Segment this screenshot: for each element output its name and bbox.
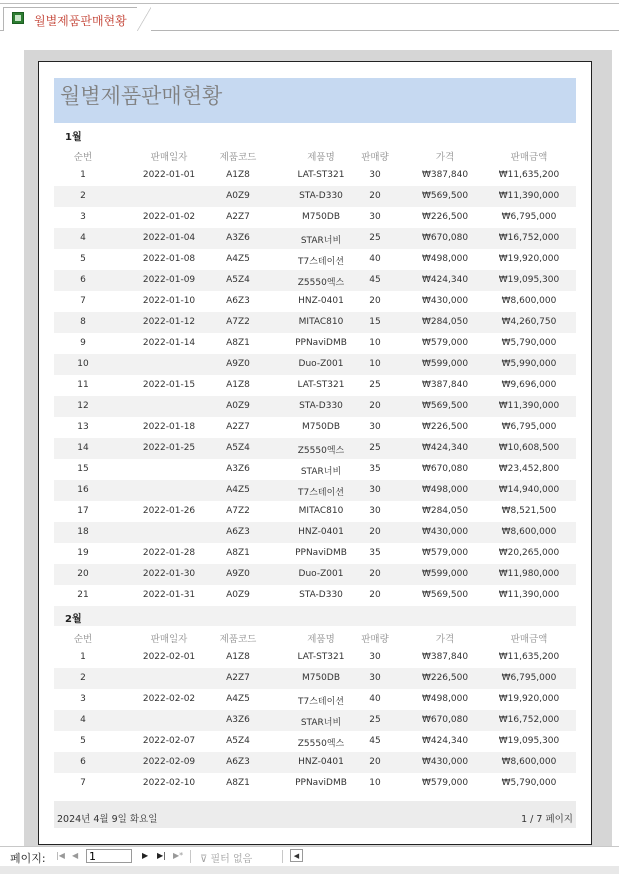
cell-product: STA-D330 — [299, 401, 343, 411]
cell-date: 2022-01-14 — [142, 338, 196, 348]
cell-amount: ₩5,790,000 — [501, 778, 557, 788]
page-navigation-bar — [0, 846, 619, 867]
cell-amount: ₩11,980,000 — [498, 569, 560, 579]
column-header-product: 제품명 — [307, 634, 335, 645]
cell-qty: 20 — [369, 527, 381, 537]
cell-amount: ₩16,752,000 — [498, 715, 560, 725]
table-row — [54, 501, 576, 522]
cell-qty: 35 — [369, 548, 381, 558]
cell-code: A3Z6 — [226, 715, 250, 725]
cell-price: ₩226,500 — [421, 673, 469, 683]
cell-product: HNZ-0401 — [298, 757, 344, 767]
cell-amount: ₩8,600,000 — [501, 757, 557, 767]
cell-amount: ₩6,795,000 — [501, 673, 557, 683]
cell-seq: 7 — [80, 296, 86, 306]
page-label: 페이지: — [10, 852, 46, 865]
cell-seq: 7 — [80, 778, 86, 788]
cell-amount: ₩23,452,800 — [498, 464, 560, 474]
cell-date: 2022-01-04 — [142, 233, 196, 243]
cell-amount: ₩11,635,200 — [498, 652, 560, 662]
cell-qty: 20 — [369, 401, 381, 411]
cell-price: ₩569,500 — [421, 191, 469, 201]
cell-seq: 18 — [77, 527, 89, 537]
cell-seq: 14 — [77, 443, 89, 453]
cell-product: STAR너비 — [300, 467, 342, 477]
cell-product: Z5550엑스 — [297, 278, 345, 288]
cell-qty: 45 — [369, 736, 381, 746]
cell-seq: 10 — [77, 359, 89, 369]
cell-date: 2022-01-02 — [142, 212, 196, 222]
table-row — [54, 668, 576, 689]
table-row — [54, 689, 576, 710]
cell-product: MITAC810 — [298, 317, 344, 327]
cell-product: T7스테이션 — [298, 697, 344, 707]
cell-seq: 17 — [77, 506, 89, 516]
page-number-input[interactable]: 1 — [86, 849, 132, 863]
cell-amount: ₩19,095,300 — [498, 736, 560, 746]
cell-seq: 11 — [77, 380, 89, 390]
table-row — [54, 773, 576, 794]
filter-icon: ⊽ — [200, 854, 211, 865]
table-row — [54, 333, 576, 354]
cell-seq: 1 — [80, 652, 86, 662]
cell-qty: 20 — [369, 569, 381, 579]
cell-qty: 40 — [369, 694, 381, 704]
cell-product: PPNaviDMB — [295, 338, 347, 348]
cell-price: ₩670,080 — [421, 715, 469, 725]
cell-price: ₩569,500 — [421, 590, 469, 600]
cell-qty: 20 — [369, 191, 381, 201]
cell-date: 2022-01-10 — [142, 296, 196, 306]
cell-product: STA-D330 — [299, 191, 343, 201]
table-row — [54, 186, 576, 207]
cell-product: HNZ-0401 — [298, 296, 344, 306]
column-header-price: 가격 — [435, 634, 455, 645]
cell-price: ₩424,340 — [421, 443, 469, 453]
column-header-seq: 순번 — [73, 152, 93, 163]
cell-code: A6Z3 — [226, 296, 250, 306]
cell-seq: 4 — [80, 233, 86, 243]
cell-price: ₩430,000 — [421, 296, 469, 306]
cell-date: 2022-01-18 — [142, 422, 196, 432]
cell-product: LAT-ST321 — [297, 170, 345, 180]
cell-qty: 10 — [369, 778, 381, 788]
divider — [282, 850, 283, 863]
table-row — [54, 228, 576, 249]
filter-label: 필터 없음 — [210, 854, 253, 865]
table-row — [54, 480, 576, 501]
cell-qty: 30 — [369, 506, 381, 516]
cell-code: A8Z1 — [226, 548, 250, 558]
cell-qty: 20 — [369, 757, 381, 767]
cell-code: A0Z9 — [226, 401, 250, 411]
table-row — [54, 354, 576, 375]
cell-product: T7스테이션 — [298, 488, 344, 498]
next-page-icon[interactable]: ▶ — [142, 851, 149, 860]
first-page-icon[interactable]: |◀ — [56, 851, 65, 860]
cell-price: ₩226,500 — [421, 422, 469, 432]
column-header-amount: 판매금액 — [510, 634, 548, 645]
cell-amount: ₩8,521,500 — [501, 506, 557, 516]
cell-product: STAR너비 — [300, 236, 342, 246]
cell-qty: 45 — [369, 275, 381, 285]
cell-amount: ₩4,260,750 — [501, 317, 557, 327]
group-month-label: 2월 — [65, 614, 82, 625]
cell-seq: 16 — [77, 485, 89, 495]
column-header-qty: 판매량 — [361, 152, 389, 163]
cell-qty: 30 — [369, 422, 381, 432]
footer-date: 2024년 4월 9일 화요일 — [57, 814, 158, 825]
cell-amount: ₩19,920,000 — [498, 254, 560, 264]
group-header-band — [54, 606, 576, 626]
report-icon — [12, 12, 24, 24]
cell-code: A0Z9 — [226, 590, 250, 600]
table-row — [54, 647, 576, 668]
cell-amount: ₩11,390,000 — [498, 590, 560, 600]
cell-code: A6Z3 — [226, 527, 250, 537]
cell-amount: ₩5,790,000 — [501, 338, 557, 348]
cell-product: Duo-Z001 — [298, 359, 344, 369]
cell-product: STA-D330 — [299, 590, 343, 600]
column-header-product: 제품명 — [307, 152, 335, 163]
column-header-price: 가격 — [435, 152, 455, 163]
cell-price: ₩579,000 — [421, 548, 469, 558]
cell-price: ₩498,000 — [421, 694, 469, 704]
cell-amount: ₩6,795,000 — [501, 422, 557, 432]
cell-product: M750DB — [301, 212, 341, 222]
cell-amount: ₩9,696,000 — [501, 380, 557, 390]
cell-price: ₩599,000 — [421, 359, 469, 369]
cell-product: STAR너비 — [300, 718, 342, 728]
cell-qty: 25 — [369, 715, 381, 725]
cell-price: ₩430,000 — [421, 527, 469, 537]
cell-seq: 12 — [77, 401, 89, 411]
cell-code: A1Z8 — [226, 652, 250, 662]
cell-product: Z5550엑스 — [297, 739, 345, 749]
new-record-icon[interactable]: ▶* — [173, 851, 184, 860]
cell-date: 2022-02-10 — [142, 778, 196, 788]
cell-code: A7Z2 — [226, 506, 250, 516]
last-page-icon[interactable]: ▶| — [157, 851, 166, 860]
cell-seq: 9 — [80, 338, 86, 348]
cell-code: A5Z4 — [226, 443, 250, 453]
cell-seq: 2 — [80, 191, 86, 201]
cell-amount: ₩10,608,500 — [498, 443, 560, 453]
table-row — [54, 459, 576, 480]
cell-seq: 13 — [77, 422, 89, 432]
cell-date: 2022-01-12 — [142, 317, 196, 327]
table-row — [54, 207, 576, 228]
column-header-code: 제품코드 — [219, 634, 257, 645]
filter-status[interactable] — [200, 850, 252, 865]
table-row — [54, 291, 576, 312]
column-header-date: 판매일자 — [150, 634, 188, 645]
cell-product: HNZ-0401 — [298, 527, 344, 537]
cell-amount: ₩16,752,000 — [498, 233, 560, 243]
report-tab[interactable] — [3, 7, 139, 31]
cell-date: 2022-02-07 — [142, 736, 196, 746]
cell-amount: ₩14,940,000 — [498, 485, 560, 495]
cell-qty: 40 — [369, 254, 381, 264]
cell-seq: 3 — [80, 212, 86, 222]
column-header-date: 판매일자 — [150, 152, 188, 163]
cell-code: A2Z7 — [226, 212, 250, 222]
cell-price: ₩579,000 — [421, 338, 469, 348]
cell-amount: ₩20,265,000 — [498, 548, 560, 558]
cell-amount: ₩11,390,000 — [498, 191, 560, 201]
table-row — [54, 270, 576, 291]
cell-qty: 30 — [369, 485, 381, 495]
cell-qty: 25 — [369, 233, 381, 243]
cell-product: LAT-ST321 — [297, 652, 345, 662]
cell-product: M750DB — [301, 422, 341, 432]
cell-code: A8Z1 — [226, 778, 250, 788]
cell-qty: 10 — [369, 338, 381, 348]
cell-qty: 15 — [369, 317, 381, 327]
cell-seq: 1 — [80, 170, 86, 180]
cell-amount: ₩11,635,200 — [498, 170, 560, 180]
cell-date: 2022-02-02 — [142, 694, 196, 704]
cell-qty: 30 — [369, 170, 381, 180]
cell-code: A6Z3 — [226, 757, 250, 767]
cell-product: PPNaviDMB — [295, 548, 347, 558]
document-tab-bar — [0, 4, 619, 31]
cell-seq: 20 — [77, 569, 89, 579]
group-month-label: 1월 — [65, 132, 82, 143]
cell-product: LAT-ST321 — [297, 380, 345, 390]
cell-seq: 3 — [80, 694, 86, 704]
prev-page-icon[interactable]: ◀ — [72, 851, 79, 860]
cell-code: A7Z2 — [226, 317, 250, 327]
cell-date: 2022-02-01 — [142, 652, 196, 662]
cell-seq: 6 — [80, 275, 86, 285]
cell-qty: 30 — [369, 673, 381, 683]
cell-price: ₩498,000 — [421, 485, 469, 495]
cell-price: ₩569,500 — [421, 401, 469, 411]
cell-date: 2022-02-09 — [142, 757, 196, 767]
cell-qty: 20 — [369, 296, 381, 306]
cell-product: PPNaviDMB — [295, 778, 347, 788]
cell-qty: 35 — [369, 464, 381, 474]
column-header-row — [54, 626, 576, 647]
table-row — [54, 752, 576, 773]
report-tab-label: 월별제품판매현황 — [34, 14, 127, 28]
cell-qty: 20 — [369, 590, 381, 600]
cell-seq: 21 — [77, 590, 89, 600]
table-row — [54, 249, 576, 270]
cell-code: A9Z0 — [226, 569, 250, 579]
cell-code: A2Z7 — [226, 673, 250, 683]
cell-price: ₩430,000 — [421, 757, 469, 767]
cell-code: A5Z4 — [226, 275, 250, 285]
status-bar — [0, 866, 619, 874]
tab-edge — [137, 7, 151, 31]
cell-code: A4Z5 — [226, 485, 250, 495]
table-row — [54, 438, 576, 459]
cell-product: MITAC810 — [298, 506, 344, 516]
cell-amount: ₩5,990,000 — [501, 359, 557, 369]
table-row — [54, 522, 576, 543]
table-row — [54, 396, 576, 417]
cell-date: 2022-01-01 — [142, 170, 196, 180]
cell-date: 2022-01-31 — [142, 590, 196, 600]
cell-seq: 5 — [80, 254, 86, 264]
report-title: 월별제품판매현황 — [60, 84, 223, 108]
cell-date: 2022-01-25 — [142, 443, 196, 453]
cell-date: 2022-01-30 — [142, 569, 196, 579]
cell-price: ₩599,000 — [421, 569, 469, 579]
cell-seq: 2 — [80, 673, 86, 683]
scroll-left-icon[interactable]: ◀ — [290, 849, 303, 862]
cell-price: ₩387,840 — [421, 380, 469, 390]
cell-code: A4Z5 — [226, 254, 250, 264]
footer-page-number: 1 / 7 페이지 — [521, 814, 573, 825]
cell-qty: 25 — [369, 380, 381, 390]
cell-product: T7스테이션 — [298, 257, 344, 267]
table-row — [54, 585, 576, 606]
cell-price: ₩424,340 — [421, 275, 469, 285]
table-row — [54, 375, 576, 396]
cell-code: A1Z8 — [226, 380, 250, 390]
column-header-amount: 판매금액 — [510, 152, 548, 163]
cell-date: 2022-01-09 — [142, 275, 196, 285]
cell-seq: 6 — [80, 757, 86, 767]
cell-code: A2Z7 — [226, 422, 250, 432]
cell-qty: 30 — [369, 652, 381, 662]
column-header-row — [54, 144, 576, 165]
cell-product: M750DB — [301, 673, 341, 683]
cell-qty: 25 — [369, 443, 381, 453]
cell-price: ₩387,840 — [421, 652, 469, 662]
cell-product: Duo-Z001 — [298, 569, 344, 579]
cell-price: ₩670,080 — [421, 233, 469, 243]
table-row — [54, 710, 576, 731]
column-header-code: 제품코드 — [219, 152, 257, 163]
table-row — [54, 564, 576, 585]
cell-date: 2022-01-28 — [142, 548, 196, 558]
cell-qty: 10 — [369, 359, 381, 369]
table-row — [54, 417, 576, 438]
table-row — [54, 543, 576, 564]
cell-price: ₩226,500 — [421, 212, 469, 222]
cell-qty: 30 — [369, 212, 381, 222]
cell-amount: ₩11,390,000 — [498, 401, 560, 411]
cell-code: A4Z5 — [226, 694, 250, 704]
cell-code: A1Z8 — [226, 170, 250, 180]
cell-code: A0Z9 — [226, 191, 250, 201]
cell-seq: 19 — [77, 548, 89, 558]
cell-price: ₩387,840 — [421, 170, 469, 180]
cell-seq: 4 — [80, 715, 86, 725]
column-header-seq: 순번 — [73, 634, 93, 645]
cell-seq: 5 — [80, 736, 86, 746]
cell-date: 2022-01-15 — [142, 380, 196, 390]
cell-amount: ₩19,095,300 — [498, 275, 560, 285]
cell-date: 2022-01-08 — [142, 254, 196, 264]
divider — [190, 850, 191, 863]
column-header-qty: 판매량 — [361, 634, 389, 645]
cell-amount: ₩19,920,000 — [498, 694, 560, 704]
table-row — [54, 312, 576, 333]
cell-seq: 15 — [77, 464, 89, 474]
cell-code: A8Z1 — [226, 338, 250, 348]
cell-amount: ₩6,795,000 — [501, 212, 557, 222]
cell-price: ₩498,000 — [421, 254, 469, 264]
cell-amount: ₩8,600,000 — [501, 296, 557, 306]
cell-date: 2022-01-26 — [142, 506, 196, 516]
cell-price: ₩424,340 — [421, 736, 469, 746]
cell-price: ₩284,050 — [421, 317, 469, 327]
cell-amount: ₩8,600,000 — [501, 527, 557, 537]
cell-product: Z5550엑스 — [297, 446, 345, 456]
table-row — [54, 731, 576, 752]
cell-price: ₩670,080 — [421, 464, 469, 474]
cell-price: ₩579,000 — [421, 778, 469, 788]
cell-price: ₩284,050 — [421, 506, 469, 516]
cell-code: A3Z6 — [226, 233, 250, 243]
cell-code: A5Z4 — [226, 736, 250, 746]
cell-code: A3Z6 — [226, 464, 250, 474]
cell-code: A9Z0 — [226, 359, 250, 369]
cell-seq: 8 — [80, 317, 86, 327]
table-row — [54, 165, 576, 186]
